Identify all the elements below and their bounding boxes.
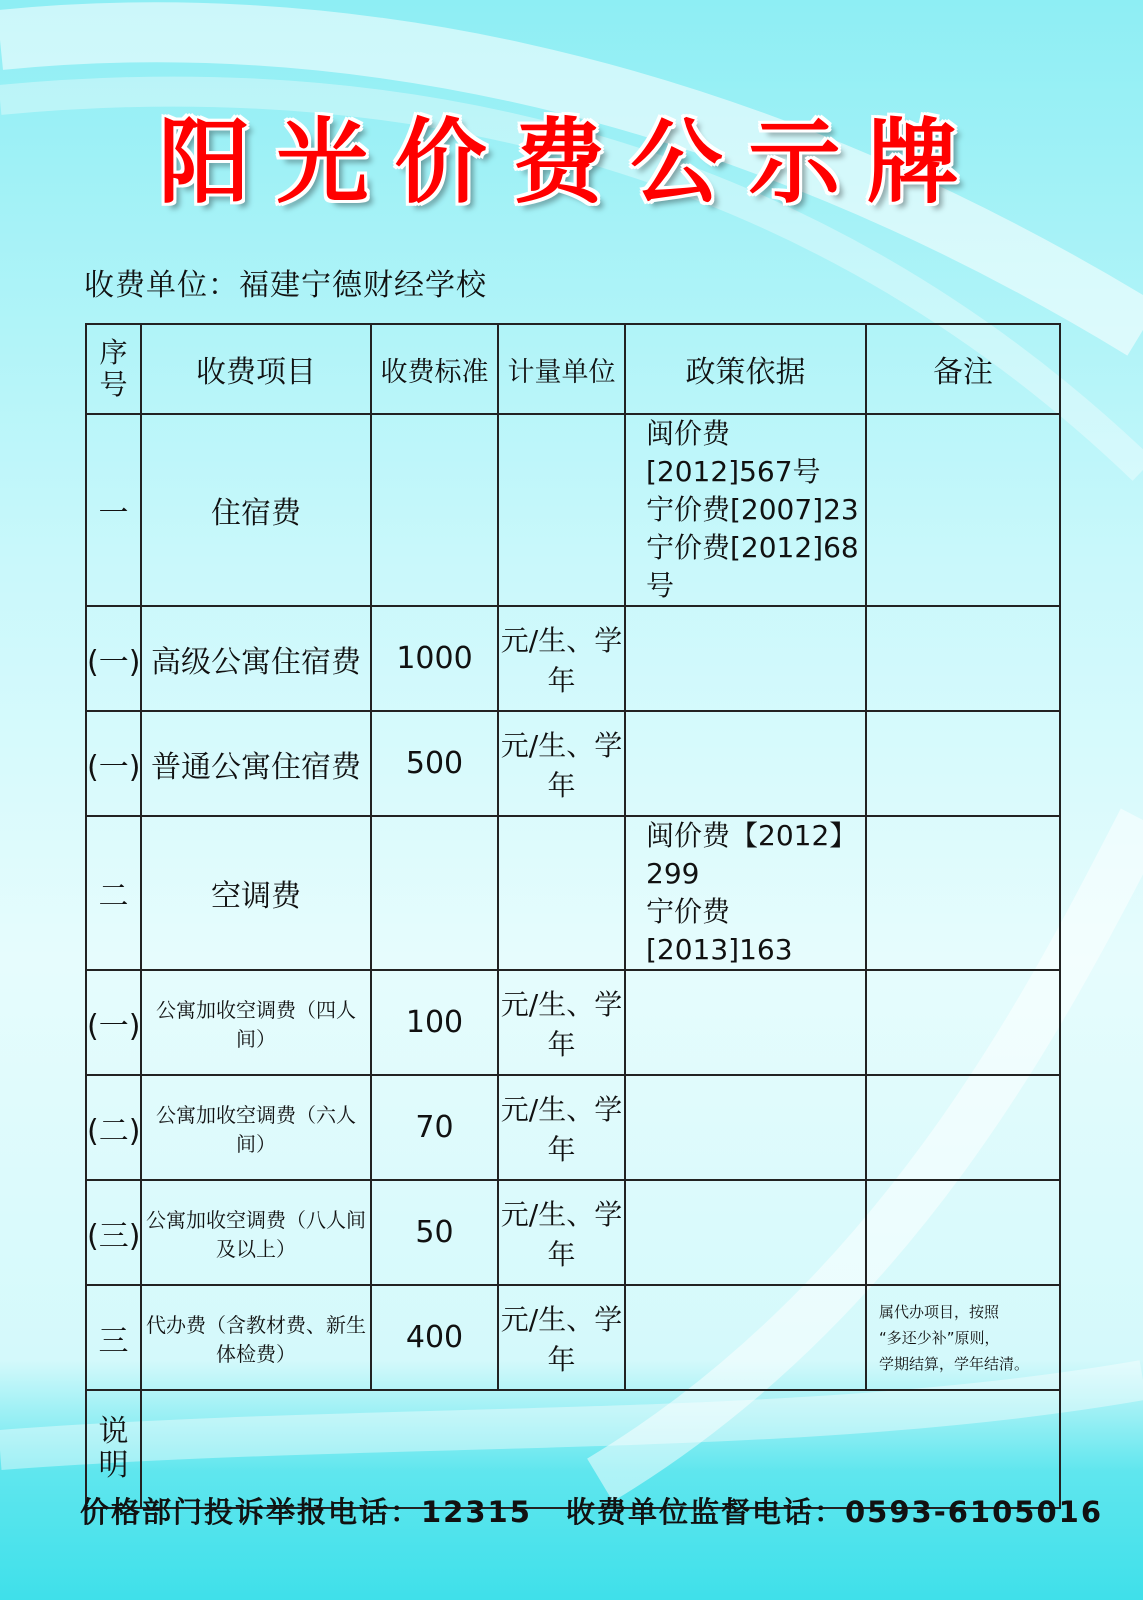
table-row xyxy=(86,1180,1060,1285)
note-cell xyxy=(866,1285,1060,1390)
standard-cell: 400 xyxy=(371,1285,498,1390)
seq-cell: (一) xyxy=(86,606,141,711)
basis-line: 闽价费【2012】299 xyxy=(646,819,858,890)
basis-cell xyxy=(625,711,866,816)
note-line: “多还少补”原则， xyxy=(879,1328,1000,1347)
basis-line: 宁价费[2007]23 xyxy=(646,493,859,526)
header-standard: 收费标准 xyxy=(371,324,498,414)
basis-cell xyxy=(625,970,866,1075)
note-cell xyxy=(866,711,1060,816)
header-note: 备注 xyxy=(866,324,1060,414)
explanation-label: 说 明 xyxy=(86,1390,141,1508)
unit-cell: 元/生、学年 xyxy=(498,1180,625,1285)
basis-cell xyxy=(625,606,866,711)
unit-cell xyxy=(498,414,625,606)
table-row xyxy=(86,1285,1060,1390)
standard-cell: 100 xyxy=(371,970,498,1075)
unit-cell: 元/生、学年 xyxy=(498,711,625,816)
item-cell: 普通公寓住宿费 xyxy=(141,711,371,816)
table-row xyxy=(86,711,1060,816)
unit-cell xyxy=(498,816,625,970)
header-item: 收费项目 xyxy=(141,324,371,414)
basis-line: 宁价费[2012]68号 xyxy=(646,531,859,602)
standard-cell xyxy=(371,816,498,970)
seq-cell: 二 xyxy=(86,816,141,970)
fee-table xyxy=(85,323,1061,1509)
seq-cell: (一) xyxy=(86,970,141,1075)
note-cell xyxy=(866,1180,1060,1285)
table-row xyxy=(86,1075,1060,1180)
charging-unit: 收费单位：福建宁德财经学校 xyxy=(84,268,487,303)
header-seq: 序 号 xyxy=(86,324,141,414)
standard-cell: 50 xyxy=(371,1180,498,1285)
seq-cell: 三 xyxy=(86,1285,141,1390)
note-cell xyxy=(866,816,1060,970)
standard-cell: 70 xyxy=(371,1075,498,1180)
seq-cell: (三) xyxy=(86,1180,141,1285)
note-line: 学期结算，学年结清。 xyxy=(879,1354,1030,1373)
unit-cell: 元/生、学年 xyxy=(498,1285,625,1390)
item-cell: 高级公寓住宿费 xyxy=(141,606,371,711)
supervision-hotline: 收费单位监督电话：0593-6105016 xyxy=(566,1495,1103,1529)
basis-cell xyxy=(625,1075,866,1180)
item-cell: 空调费 xyxy=(141,816,371,970)
table-row xyxy=(86,606,1060,711)
basis-cell xyxy=(625,816,866,970)
basis-cell xyxy=(625,1285,866,1390)
item-cell: 住宿费 xyxy=(141,414,371,606)
unit-cell: 元/生、学年 xyxy=(498,970,625,1075)
table-row xyxy=(86,816,1060,970)
seq-cell: (二) xyxy=(86,1075,141,1180)
standard-cell: 500 xyxy=(371,711,498,816)
seq-cell: 一 xyxy=(86,414,141,606)
item-cell: 代办费（含教材费、新生体检费） xyxy=(141,1285,371,1390)
header-basis: 政策依据 xyxy=(625,324,866,414)
seq-cell: (一) xyxy=(86,711,141,816)
item-cell: 公寓加收空调费（六人间） xyxy=(141,1075,371,1180)
table-header-row xyxy=(86,324,1060,414)
table-row xyxy=(86,970,1060,1075)
item-cell: 公寓加收空调费（四人间） xyxy=(141,970,371,1075)
note-cell xyxy=(866,414,1060,606)
standard-cell: 1000 xyxy=(371,606,498,711)
header-unit: 计量单位 xyxy=(498,324,625,414)
basis-cell xyxy=(625,414,866,606)
note-cell xyxy=(866,606,1060,711)
complaint-hotline: 价格部门投诉举报电话：12315 xyxy=(80,1495,532,1529)
standard-cell xyxy=(371,414,498,606)
basis-line: 闽价费[2012]567号 xyxy=(646,417,821,488)
unit-cell: 元/生、学年 xyxy=(498,606,625,711)
table-row xyxy=(86,414,1060,606)
note-line: 属代办项目，按照 xyxy=(879,1302,1000,1321)
basis-line: 宁价费[2013]163 xyxy=(646,895,793,966)
note-cell xyxy=(866,1075,1060,1180)
basis-cell xyxy=(625,1180,866,1285)
item-cell: 公寓加收空调费（八人间及以上） xyxy=(141,1180,371,1285)
page-title: 阳光价费公示牌 xyxy=(158,109,985,216)
unit-cell: 元/生、学年 xyxy=(498,1075,625,1180)
note-cell xyxy=(866,970,1060,1075)
